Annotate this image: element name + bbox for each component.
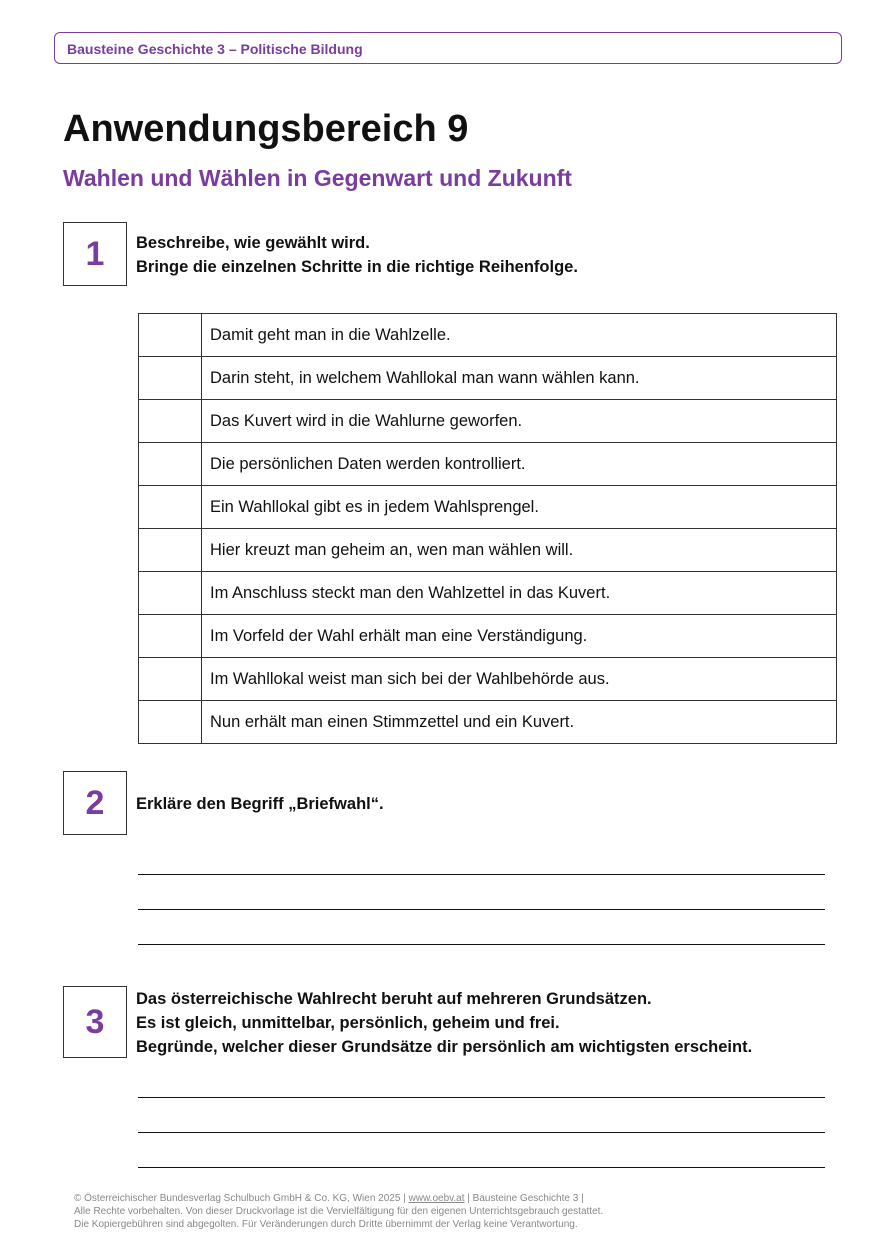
footer-rights: Alle Rechte vorbehalten. Von dieser Druckvorlage ist die Vervielfältigung für den eigenen Unterrichtsgebrauch gestattet. bbox=[74, 1206, 604, 1217]
page-title: Anwendungsbereich 9 bbox=[63, 108, 469, 150]
header-text: Bausteine Geschichte 3 – Politische Bildung bbox=[67, 41, 363, 57]
page-subtitle: Wahlen und Wählen in Gegenwart und Zukunft bbox=[63, 165, 572, 191]
order-input-cell[interactable] bbox=[139, 400, 202, 443]
answer-line[interactable] bbox=[138, 1097, 825, 1098]
order-input-cell[interactable] bbox=[139, 658, 202, 701]
answer-line[interactable] bbox=[138, 1167, 825, 1168]
steps-table bbox=[138, 313, 837, 744]
step-text: Die persönlichen Daten werden kontrolliert. bbox=[202, 443, 837, 486]
step-text: Ein Wahllokal gibt es in jedem Wahlsprengel. bbox=[202, 486, 837, 529]
order-input-cell[interactable] bbox=[139, 486, 202, 529]
step-text: Darin steht, in welchem Wahllokal man wann wählen kann. bbox=[202, 357, 837, 400]
order-input-cell[interactable] bbox=[139, 314, 202, 357]
step-text: Nun erhält man einen Stimmzettel und ein Kuvert. bbox=[202, 701, 837, 744]
order-input-cell[interactable] bbox=[139, 357, 202, 400]
step-text: Im Vorfeld der Wahl erhält man eine Verständigung. bbox=[202, 615, 837, 658]
table-row bbox=[139, 658, 837, 701]
footer-link[interactable]: www.oebv.at bbox=[408, 1193, 465, 1204]
table-row bbox=[139, 572, 837, 615]
task-1-line: Bringe die einzelnen Schritte in die richtige Reihenfolge. bbox=[136, 258, 578, 276]
task-3-instructions bbox=[136, 987, 752, 1059]
answer-line[interactable] bbox=[138, 944, 825, 945]
answer-line[interactable] bbox=[138, 1132, 825, 1133]
task-2-line: Erkläre den Begriff „Briefwahl“. bbox=[136, 795, 384, 813]
order-input-cell[interactable] bbox=[139, 443, 202, 486]
table-row bbox=[139, 400, 837, 443]
footer-fees: Die Kopiergebühren sind abgegolten. Für Veränderungen durch Dritte übernimmt der Verlag keine Verantwortung. bbox=[74, 1219, 578, 1230]
task-1-number: 1 bbox=[63, 222, 127, 286]
order-input-cell[interactable] bbox=[139, 615, 202, 658]
header-box bbox=[54, 32, 842, 64]
task-2-instructions bbox=[136, 792, 384, 816]
task-3-number: 3 bbox=[63, 986, 127, 1058]
table-row bbox=[139, 486, 837, 529]
footer-copyright: © Österreichischer Bundesverlag Schulbuch GmbH & Co. KG, Wien 2025 | bbox=[74, 1193, 409, 1204]
order-input-cell[interactable] bbox=[139, 572, 202, 615]
task-3-line: Begründe, welcher dieser Grundsätze dir persönlich am wichtigsten erscheint. bbox=[136, 1038, 753, 1056]
task-3-line: Es ist gleich, unmittelbar, persönlich, geheim und frei. bbox=[136, 1014, 560, 1032]
step-text: Damit geht man in die Wahlzelle. bbox=[202, 314, 837, 357]
step-text: Im Wahllokal weist man sich bei der Wahlbehörde aus. bbox=[202, 658, 837, 701]
step-text: Im Anschluss steckt man den Wahlzettel in das Kuvert. bbox=[202, 572, 837, 615]
table-row bbox=[139, 529, 837, 572]
table-row bbox=[139, 615, 837, 658]
footer bbox=[74, 1192, 603, 1231]
answer-line[interactable] bbox=[138, 909, 825, 910]
answer-line[interactable] bbox=[138, 874, 825, 875]
order-input-cell[interactable] bbox=[139, 701, 202, 744]
task-1-instructions bbox=[136, 231, 578, 279]
footer-book: | Bausteine Geschichte 3 | bbox=[464, 1193, 584, 1204]
table-row bbox=[139, 314, 837, 357]
table-row bbox=[139, 443, 837, 486]
step-text: Das Kuvert wird in die Wahlurne geworfen. bbox=[202, 400, 837, 443]
task-3-line: Das österreichische Wahlrecht beruht auf mehreren Grundsätzen. bbox=[136, 990, 652, 1008]
task-1-line: Beschreibe, wie gewählt wird. bbox=[136, 234, 370, 252]
step-text: Hier kreuzt man geheim an, wen man wählen will. bbox=[202, 529, 837, 572]
table-row bbox=[139, 357, 837, 400]
order-input-cell[interactable] bbox=[139, 529, 202, 572]
task-2-number: 2 bbox=[63, 771, 127, 835]
table-row bbox=[139, 701, 837, 744]
